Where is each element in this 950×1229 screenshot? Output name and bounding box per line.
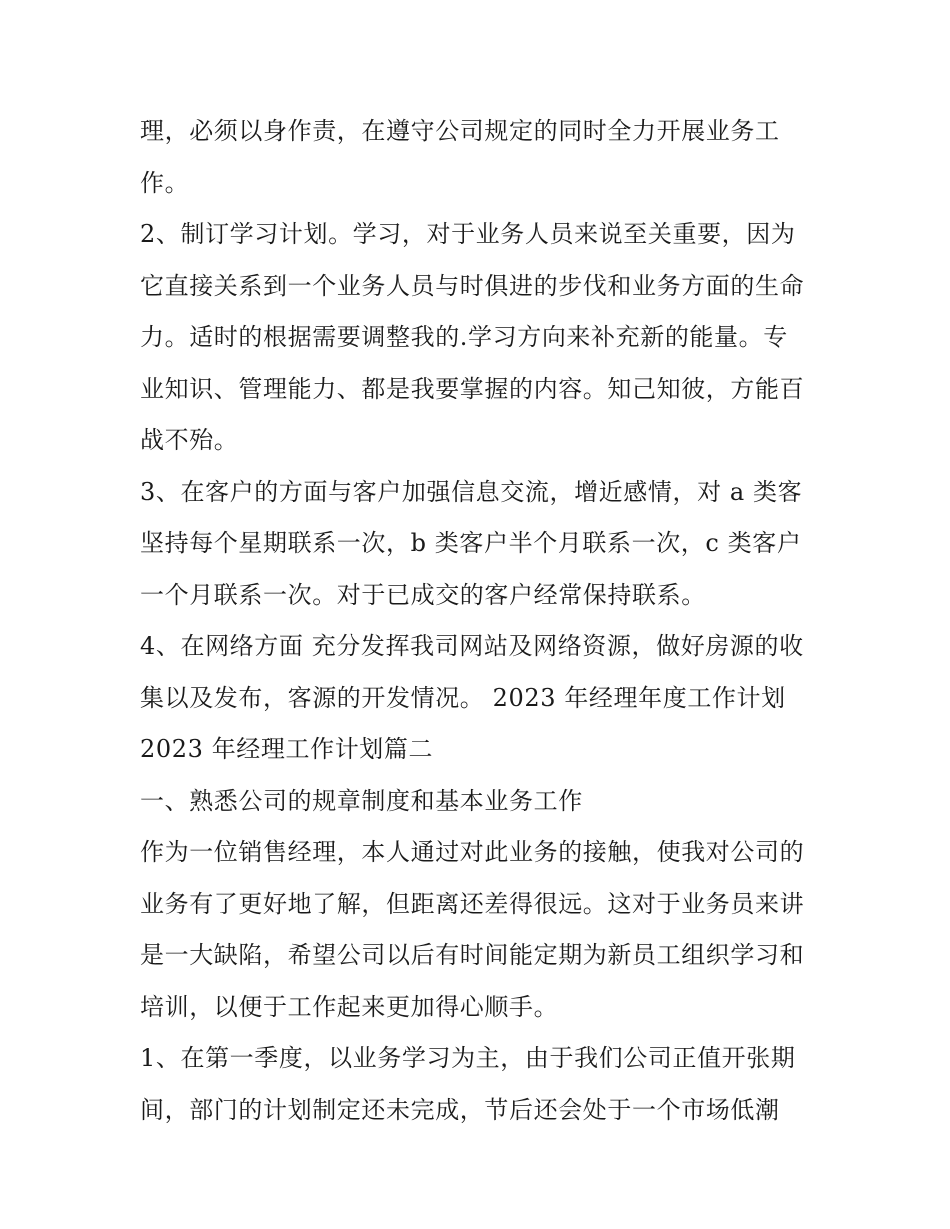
text-line: 作为一位销售经理，本人通过对此业务的接触，使我对公司的 <box>140 838 805 866</box>
text-line: 作。 <box>140 168 190 197</box>
text-line: 是一大缺陷，希望公司以后有时间能定期为新员工组织学习和 <box>140 941 805 969</box>
section-heading: 一、熟悉公司的规章制度和基本业务工作 <box>140 786 583 815</box>
text-line: 理，必须以身作责，在遵守公司规定的同时全力开展业务工 <box>140 117 780 145</box>
text-line: 间，部门的计划制定还未完成，节后还会处于一个市场低潮 <box>140 1095 780 1124</box>
text-line: 1、在第一季度，以业务学习为主，由于我们公司正值开张期 <box>140 1044 796 1072</box>
text-line: 力。适时的根据需要调整我的.学习方向来补充新的能量。专 <box>140 323 788 351</box>
text-line: 集以及发布，客源的开发情况。 2023 年经理年度工作计划 <box>140 683 786 712</box>
body-text <box>140 106 830 1136</box>
text-line: 战不殆。 <box>140 426 239 454</box>
text-line: 一个月联系一次。对于已成交的客户经常保持联系。 <box>140 580 706 609</box>
section-title: 2023 年经理工作计划篇二 <box>140 735 434 763</box>
text-line: 3、在客户的方面与客户加强信息交流，增近感情，对 a 类客 <box>140 477 803 506</box>
text-line: 2、制订学习计划。学习，对于业务人员来说至关重要，因为 <box>140 220 796 248</box>
text-line: 它直接关系到一个业务人员与时俱进的步伐和业务方面的生命 <box>140 271 805 300</box>
text-line: 培训，以便于工作起来更加得心顺手。 <box>140 992 559 1021</box>
text-line: 业务有了更好地了解，但距离还差得很远。这对于业务员来讲 <box>140 889 805 918</box>
text-line: 业知识、管理能力、都是我要掌握的内容。知己知彼，方能百 <box>140 374 805 403</box>
text-line: 坚持每个星期联系一次，b 类客户半个月联系一次，c 类客户 <box>140 529 802 557</box>
text-line: 4、在网络方面 充分发挥我司网站及网络资源，做好房源的收 <box>140 632 804 660</box>
